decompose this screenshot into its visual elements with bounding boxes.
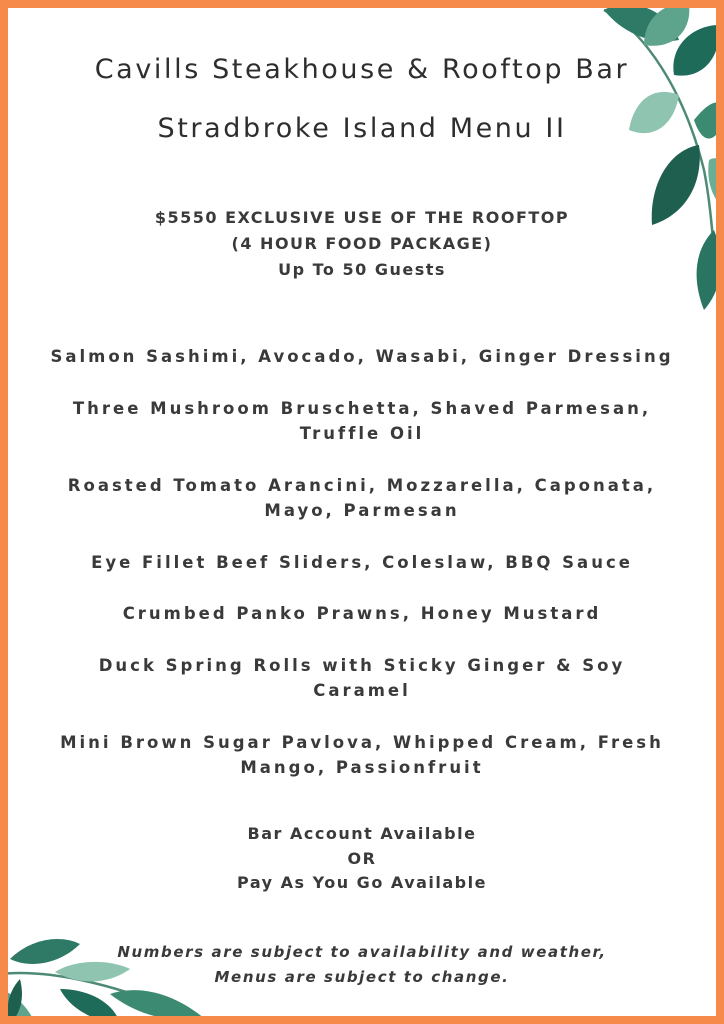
bar-account-text: Bar Account Available	[247, 824, 477, 843]
package-info	[8, 205, 716, 283]
package-guests: Up To 50 Guests	[278, 260, 446, 279]
package-price: $5550 EXCLUSIVE USE OF THE ROOFTOP	[154, 208, 570, 227]
bar-options	[8, 822, 716, 896]
menu-item: Duck Spring Rolls with Sticky Ginger & Soy Caramel	[98, 655, 626, 700]
restaurant-title: Cavills Steakhouse & Rooftop Bar	[94, 54, 630, 85]
menu-item: Mini Brown Sugar Pavlova, Whipped Cream, Fresh Mango, Passionfruit	[60, 732, 664, 777]
menu-item: Eye Fillet Beef Sliders, Coleslaw, BBQ Sauce	[91, 552, 633, 572]
bar-or-text: OR	[347, 848, 377, 868]
availability-note: Numbers are subject to availability and weather,	[117, 943, 607, 961]
menu-item: Roasted Tomato Arancini, Mozzarella, Caponata, Mayo, Parmesan	[67, 475, 657, 520]
footer-note	[8, 940, 716, 989]
menu-title: Stradbroke Island Menu II	[157, 113, 567, 144]
menu-item: Crumbed Panko Prawns, Honey Mustard	[122, 604, 602, 623]
menu-item: Three Mushroom Bruschetta, Shaved Parmesan, Truffle Oil	[72, 398, 652, 443]
menu-item: Salmon Sashimi, Avocado, Wasabi, Ginger Dressing	[50, 347, 674, 366]
package-duration: (4 HOUR FOOD PACKAGE)	[231, 234, 493, 253]
bar-payg-text: Pay As You Go Available	[237, 873, 487, 892]
menu-change-note: Menus are subject to change.	[214, 967, 510, 986]
menu-item-list	[48, 344, 676, 807]
